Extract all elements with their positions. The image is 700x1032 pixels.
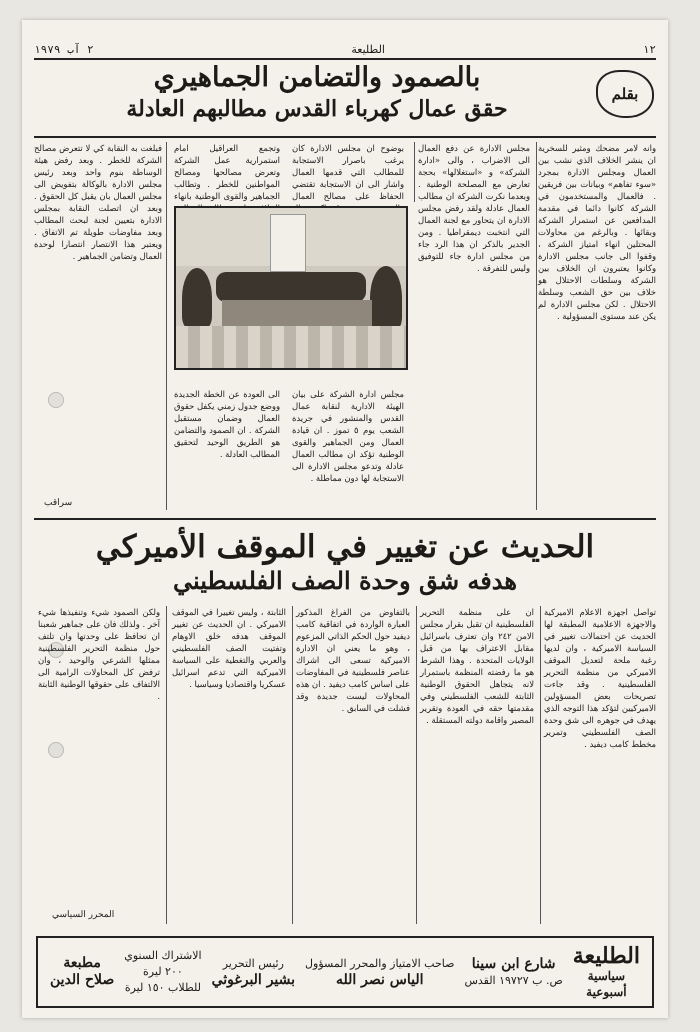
column-rule — [414, 142, 415, 202]
column-sticker: بقلم — [596, 70, 654, 118]
imprint-owner — [305, 956, 454, 989]
imprint-box — [36, 936, 654, 1008]
article1-column: مجلس الادارة عن دفع العمال الى الاضراب ، والى «ادارة الشركة» و «استغلالها» بحجة تعارض مع المصلحة الوطنية . وبعدما نكرت الشركة ان مطالب العمال عادلة ولقد رفض مجلس الادارة ان يتحاور مع لجنة العمال التي انتخبت ديمقراطيا . ومن الجدير بالذكر ان هذا الرد جاء من مجلس ادارة جاء للتوفيق وليس للتفرقة . — [418, 143, 530, 273]
divider — [34, 518, 656, 520]
printer-name: صلاح الدين — [50, 972, 115, 988]
article1-headline-line2: حقق عمال كهرباء القدس مطالبهم العادلة — [126, 96, 508, 122]
article1-byline: سراقب — [44, 498, 73, 508]
article1-column: بوضوح ان مجلس الادارة كان يرغب باصرار الاستجابة للمطالب التي قدمها العمال واشار الى ان الاستجابة تقتضي الحفاظ على مصالح العمال — [292, 143, 404, 201]
article1-headline — [52, 62, 582, 130]
article1-column: مجلس ادارة الشركة على بيان الهيئة الادارية لنقابة عمال القدس والمنشور في جريدة الشعب يوم ٥ تموز . ان قيادة العمال ومن الجماهير والقوى الوطنية تؤكد ان مطالب العمال عادلة وتدعو مجلس الادارة الى الاستجابة لها دون مماطلة . — [292, 389, 404, 483]
article2-column: الثابتة ، وليس تغييرا في الموقف الاميركي . ان الحديث عن تغيير الموقف هدفه خلق الاوهام وتفتيت الصف الفلسطيني والعربي والتغطية على السياسة الاميركية التي تدعم اسرائيل عسكريا واقتصاديا وسياسيا . — [172, 607, 286, 689]
article2-byline: المحرر السياسي — [52, 910, 115, 920]
column-rule — [292, 606, 293, 924]
article1-headline-line1: بالصمود والتضامن الجماهيري — [153, 62, 481, 93]
page-number: ١٢ — [642, 43, 656, 56]
imprint-editor — [212, 956, 295, 989]
article1-column: الى العودة عن الخطة الجديدة ووضع جدول زمني يكفل حقوق العمال وضمان مستقبل الشركة . ان الصمود والتضامن هو الطريق الوحيد لتحقيق المطالب العادلة . — [174, 389, 280, 459]
imprint-printer — [50, 955, 114, 989]
photo-floor — [176, 326, 406, 368]
workers-meeting-photo — [174, 206, 408, 370]
running-header — [34, 34, 656, 60]
column-rule — [166, 142, 167, 510]
photo-figure — [216, 272, 366, 302]
article1-column: فبلغت به النقابة كي لا تتعرض مصالح الشركة للخطر . وبعد رفض هيئة الوساطة بنوم واحد وبعد رئيس مجلس الادارة بالوكالة بتفويض الى مجلس العمال بان يقبل كل الحقوق . وبعد ان اتصلت النقابة بمجلس الادارة بتعيين لجنة لبحث المطالب وبعد مفاوضات طويلة تم الاتفاق . ويعتبر هذا الانتصار انتصارا لوحدة العمال وتضامن الجماهير . — [34, 143, 162, 261]
owner-name: الياس نصر الله — [335, 971, 424, 988]
photo-figure — [182, 268, 212, 328]
printer-title: مطبعة — [63, 955, 101, 971]
photo-figure — [370, 266, 402, 330]
column-rule — [536, 142, 537, 510]
article2-column: ان على منظمة التحرير الفلسطينية ان تقبل بقرار مجلس الامن ٢٤٢ وان تعترف باسرائيل مقابل الاعتراف بها من قبل الولايات المتحدة . وهذا الشرط هو ما رفضته المنظمة باستمرار لانه يتجاهل الحقوق الوطنية الثابتة للشعب الفلسطيني وفي مقدمتها حقه في العودة وتقرير المصير واقامة دولته المستقلة . — [420, 607, 534, 725]
article1-column: وتجمع العراقيل امام استمرارية عمل الشركة وتعرض مصالحها ومصالح المواطنين للخطر . وتطالب الجماهير والقوى الوطنية بانهاء — [174, 143, 280, 201]
article2-headline-line1: الحديث عن تغيير في الموقف الأميركي — [95, 529, 595, 565]
masthead-name: الطليعة — [351, 43, 385, 56]
photo-table — [222, 300, 372, 326]
photo-door — [270, 214, 306, 272]
subscription-title: الاشتراك السنوي — [124, 949, 202, 962]
imprint-brand — [573, 944, 640, 1000]
imprint-brand-sub1: سياسية — [587, 969, 626, 983]
article2-headline — [52, 528, 638, 600]
column-rule — [540, 606, 541, 924]
article2-column: تواصل اجهزة الاعلام الاميركية والاجهزة الاعلامية المطبقة لها الحديث عن احتمالات تغيير في السياسة الاميركية ، وان لديها رغبة ملحة لتعديل الموقف الاميركي من منظمة التحرير الفلسطينية . وقد جاءت تصريحات بعض المسؤولين الاميركيين لتؤكد هذا التوجه الذي يهدف في جوهره الى شق وحدة الصف الفلسطيني وتمرير مخطط كامب ديفيد . — [544, 607, 656, 749]
article2-headline-line2: هدفه شق وحدة الصف الفلسطيني — [172, 566, 518, 595]
editor-title: رئيس التحرير — [222, 956, 284, 970]
newspaper-page — [22, 20, 668, 1018]
address-line1: شارع ابن سينا — [471, 955, 556, 972]
imprint-address — [464, 956, 562, 989]
column-rule — [166, 606, 167, 924]
article1-column: وانه لامر مضحك ومثير للسخرية ان ينشر الخلاف الذي نشب بين العمال ومجلس الادارة بمجرد «سوء تفاهم» وبيانات بين فريقين . فالعمال والمستخدمون في الشركة كانوا دائما في مقدمة المدافعين عن استمرار الشركة وبقائها . وبالرغم من محاولات المحتلين انهاء امتياز الشركة ، وقفوا الى جانب مجلس الادارة وكانوا يعتبرون ان الخلاف بين الشركة وسلطات الاحتلال هو خلاف بين حق الشعب وسلطة الاحتلال . لكن مجلس الادارة لم يكن عند مستوى المسؤولية . — [538, 143, 656, 321]
address-line2: ص. ب ١٩٧٢٧ القدس — [464, 973, 563, 987]
imprint-subscription — [124, 948, 201, 996]
editor-name: بشير البرغوثي — [211, 971, 296, 988]
article2-column: ولكن الصمود شيء وتنفيذها شيء آخر . ولذلك فان على جماهير شعبنا ان تحافظ على وحدتها وان تلتف حول منظمة التحرير الفلسطينية ممثلها الشرعي والوحيد ، وان ترفض كل المحاولات الرامية الى الالتفاف على حقوقها الوطنية الثابتة . — [38, 607, 160, 701]
divider — [34, 136, 656, 138]
imprint-brand-sub2: أسبوعية — [586, 985, 627, 999]
imprint-brand-name: الطليعة — [572, 943, 640, 969]
article2-column: بالتفاوض من الفراغ المذكور العبارة الواردة في اتفاقية كامب ديفيد حول الحكم الذاتي المزعوم ، وهو ما يعني ان الادارة الاميركية تسعى الى اشراك عناصر فلسطينية في المفاوضات على اساس كامب ديفيد . ان هذه المحاولات ليست جديدة وقد فشلت في السابق . — [296, 607, 410, 713]
subscription-student-price: للطلاب ١٥٠ ليرة — [124, 981, 201, 994]
issue-date: ٢ آب ١٩٧٩ — [34, 43, 94, 56]
owner-title: صاحب الامتياز والمحرر المسؤول — [305, 956, 455, 970]
subscription-price: ٢٠٠ ليرة — [143, 965, 183, 978]
column-rule — [416, 606, 417, 924]
